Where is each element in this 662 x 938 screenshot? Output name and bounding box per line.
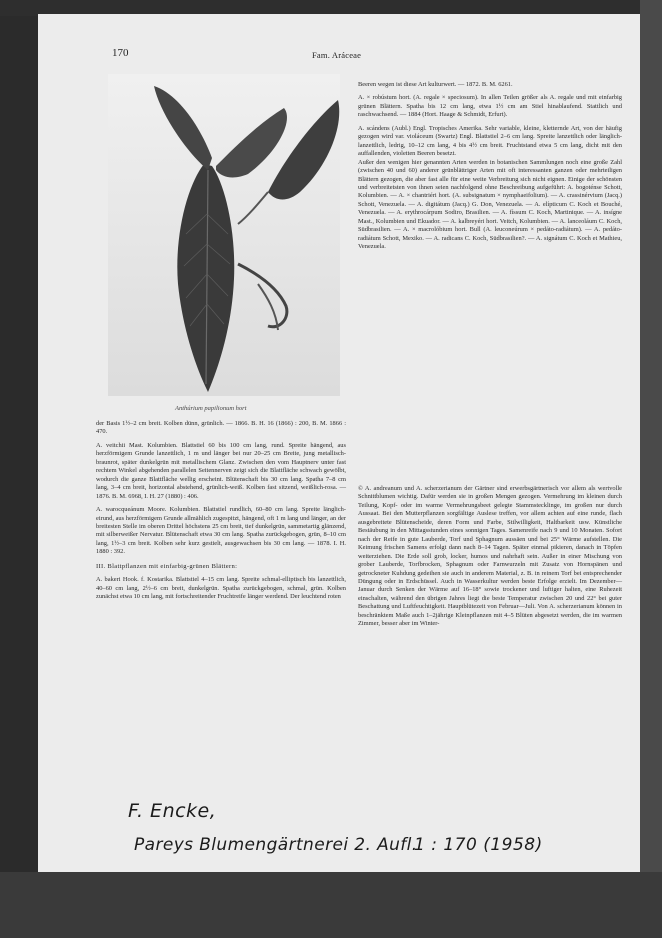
figure-caption: Anthúrium papilionum hort	[175, 405, 247, 412]
right-paragraph: A. × robústum hort. (A. regale × speciosum). In allen Teilen größer als A. regale und mit einfarbig grünen Blättern. Spatha bis 12 cm lang, etwa 1½ cm am Stiel hinablaufend. Stattlich und raschwachsend. — 1884 (Hort. Haage & Schmidt, Erfurt).	[358, 94, 622, 119]
right-paragraph: A. scándens (Aubl.) Engl. Tropisches Amerika. Sehr variable, kleine, kletternde Art, von der häufig gezogen wird var. violáceum (Swartz) Engl. Blattstiel 2–6 cm lang. Spreite lanzettlich oder länglich-lanzettlich, ledrig, 10–12 cm lang, 4 bis 4½ cm breit. Fruchtstand etwa 5 cm lang, dicht mit den auffallenden, violetten Beeren besetzt.	[358, 124, 622, 158]
right-text-column-lower	[358, 485, 622, 629]
section-heading: III. Blattpflanzen mit einfarbig-grünen Blättern:	[96, 562, 238, 570]
scan-border-bottom	[0, 872, 662, 938]
handwritten-author: F. Encke,	[128, 800, 217, 822]
right-paragraph: Beeren wegen ist diese Art kulturwert. — 1872. B. M. 6261.	[358, 81, 513, 88]
page-number: 170	[112, 47, 129, 59]
left-paragraph: A. bakeri Hook. f. Kostarika. Blattstiel 4–15 cm lang. Spreite schmal-elliptisch bis lanzettlich, 40–60 cm lang, 2½–6 cm breit, dunkelgrün. Spatha zurückgebogen, schmal, grün. Kolben zunächst etwa 10 cm lang, mit fortschreitender Fruchtreife länger werdend. Der leuchtend roten	[96, 576, 346, 601]
right-paragraph: © A. andreanum und A. scherzerianum der Gärtner sind erwerbsgärtnerisch vor allem als wertvolle Schnittblumen wichtig. Dafür werden sie in großen Mengen gezogen. Vermehrung im kleinen durch Teilung, Kopf- oder im warme Vermehrungsbeet gelegte Stammstecklinge, im großen nur durch Aussaat. Bei den Mutterpflanzen sorgfältige Auslese treffen, vor allem achten auf eine runde, flach ausgebreitete Blütenscheide, deren Form und Farbe, Stilwilligkeit, Haltbarkeit usw. Künstliche Bestäubung in den Mittagsstunden eines sonnigen Tages. Samenreife nach 9 und 10 Monaten. Sofort nach der Reife in gute Lauberde, Torf und Sphagnum aussäen und bei 25° Wärme aufstellen. Die Keimung frischen Samens erfolgt dann nach 8–14 Tagen. Später einmal pikieren, danach in Töpfen weiterziehen. Die Erde soll grob, locker, humos und nahrhaft sein. Außer in einer Mischung von grober Lauberde, Torfbrocken, Sphagnum oder Farnwurzeln mit Zusatz von Hornspänen und getrockneter Kuhdung gedeihen sie auch in anderem Material, z. B. in reinem Torf bei entsprechender Düngung oder in Erdschüssel. Auch in Wasserkultur werden beste Erfolge erzielt. Im Dezember—Januar durch Senken der Wärme auf 16–18° sowie trockener und luftiger halten, eine Ruhezeit einschalten, während den übrigen Jahres liegt die beste Temperatur zwischen 20 und 22° bei guter Beschattung und Luftfeuchtigkeit. Hauptblütezeit von Februar—Juli. Von A. scherzerianum können in beschränktem Maße auch 1–2jährige Kleinpflanzen mit 4–5 Blüten abgesetzt werden, die im warmen Zimmer, besser aber im Winter-	[358, 485, 622, 628]
handwritten-reference: 1 : 170 (1958)	[414, 835, 543, 855]
handwritten-source: Pareys Blumengärtnerei 2. Aufl.	[134, 835, 418, 855]
left-paragraph: der Basis 1½–2 cm breit. Kolben dünn, grünlich. — 1866. B. H. 16 (1866) : 200, B. M. 1866 : 470.	[96, 420, 346, 436]
running-head: Fam. Aráceae	[312, 50, 362, 60]
right-text-column	[358, 81, 622, 252]
right-paragraph: Außer den wenigen hier genannten Arten werden in botanischen Sammlungen noch eine große Zahl (zwischen 40 und 60) anderer grünblättriger Arten mit oft interessanten ganzen oder mehrteiligen Blättern gezogen, die aber fast alle für eine weite Verbreitung sich nicht eignen. Einige der schönsten und verbreitetsten von ihnen seien nachfolgend ohne Beschreibung aufgeführt: A. bogoténse Schott, Kolumbien. — A. × chantriéri hort. (A. subsignatum × nymphaeifolium). — A. crassinérvium (Jacq.) Schott, Venezuela. — A. digitátum (Jacq.) G. Don, Venezuela. — A. elípticum C. Koch et Bouché, Venezuela. — A. erythrocárpum Sodiro, Brasilien. — A. físsum C. Koch, Martinique. — A. insígne Mast., Kolumbien und Ekuador. — A. kalbreyéri hort. Veitch, Kolumbien. — A. lanceoláum C. Koch, Südbrasilien. — A. × macrolóbium hort. Bull (A. leuconeúrum × pedáto-radiátum). — A. pedáto-radiátum Schott, Mexiko. — A. radicans C. Koch, Südbrasilien?. — A. signátum C. Koch et Mathieu, Venezuela.	[358, 158, 622, 251]
scan-border-right	[640, 0, 662, 938]
anthurium-leaf-illustration	[108, 74, 340, 396]
left-text-column	[96, 420, 346, 602]
left-paragraph: A. warocqueánum Moore. Kolumbien. Blattstiel rundlich, 60–80 cm lang. Spreite länglich-eirund, aus herzförmigem Grunde allmählich zugespitzt, hängend, oft 1 m lang und länger, an der breitesten Stelle im oberen Drittel höchstens 25 cm breit, tief dunkelgrün, sammetartig glänzend, mit silberweißer Nervatur. Blütenschaft etwa 30 cm lang. Spatha zurückgebogen, grün, 8–10 cm lang, 1½–3 cm breit. Kolben sehr kurz gestielt, ausgewachsen bis 30 cm lang. — 1878. I. H. 1880 : 392.	[96, 506, 346, 556]
plant-photograph	[108, 74, 340, 396]
scan-border-left	[0, 0, 38, 938]
left-paragraph: A. veitchii Mast. Kolumbien. Blattstiel 60 bis 100 cm lang, rund. Spreite hängend, aus herzförmigem Grunde lanzettlich, 1 m und länger bei nur 20–25 cm Breite, jung metallisch-braunrot, später dunkelgrün mit metallischem Glanz. Zwischen den vom Hauptnerv unter fast rechtem Winkel abgehenden parallelen Seitennerven zeigt sich die Blattfläche schwach gewölbt, wodurch die ganze Blattfläche wellig erscheint. Blütenschaft bis 30 cm lang. Spatha 7–8 cm lang, 3–4 cm breit, horizontal abstehend, grünlich-weiß. Kolben fast sitzend, weißlich-rosa. — 1876. B. M. 6968, I. H. 27 (1880) : 406.	[96, 441, 346, 500]
